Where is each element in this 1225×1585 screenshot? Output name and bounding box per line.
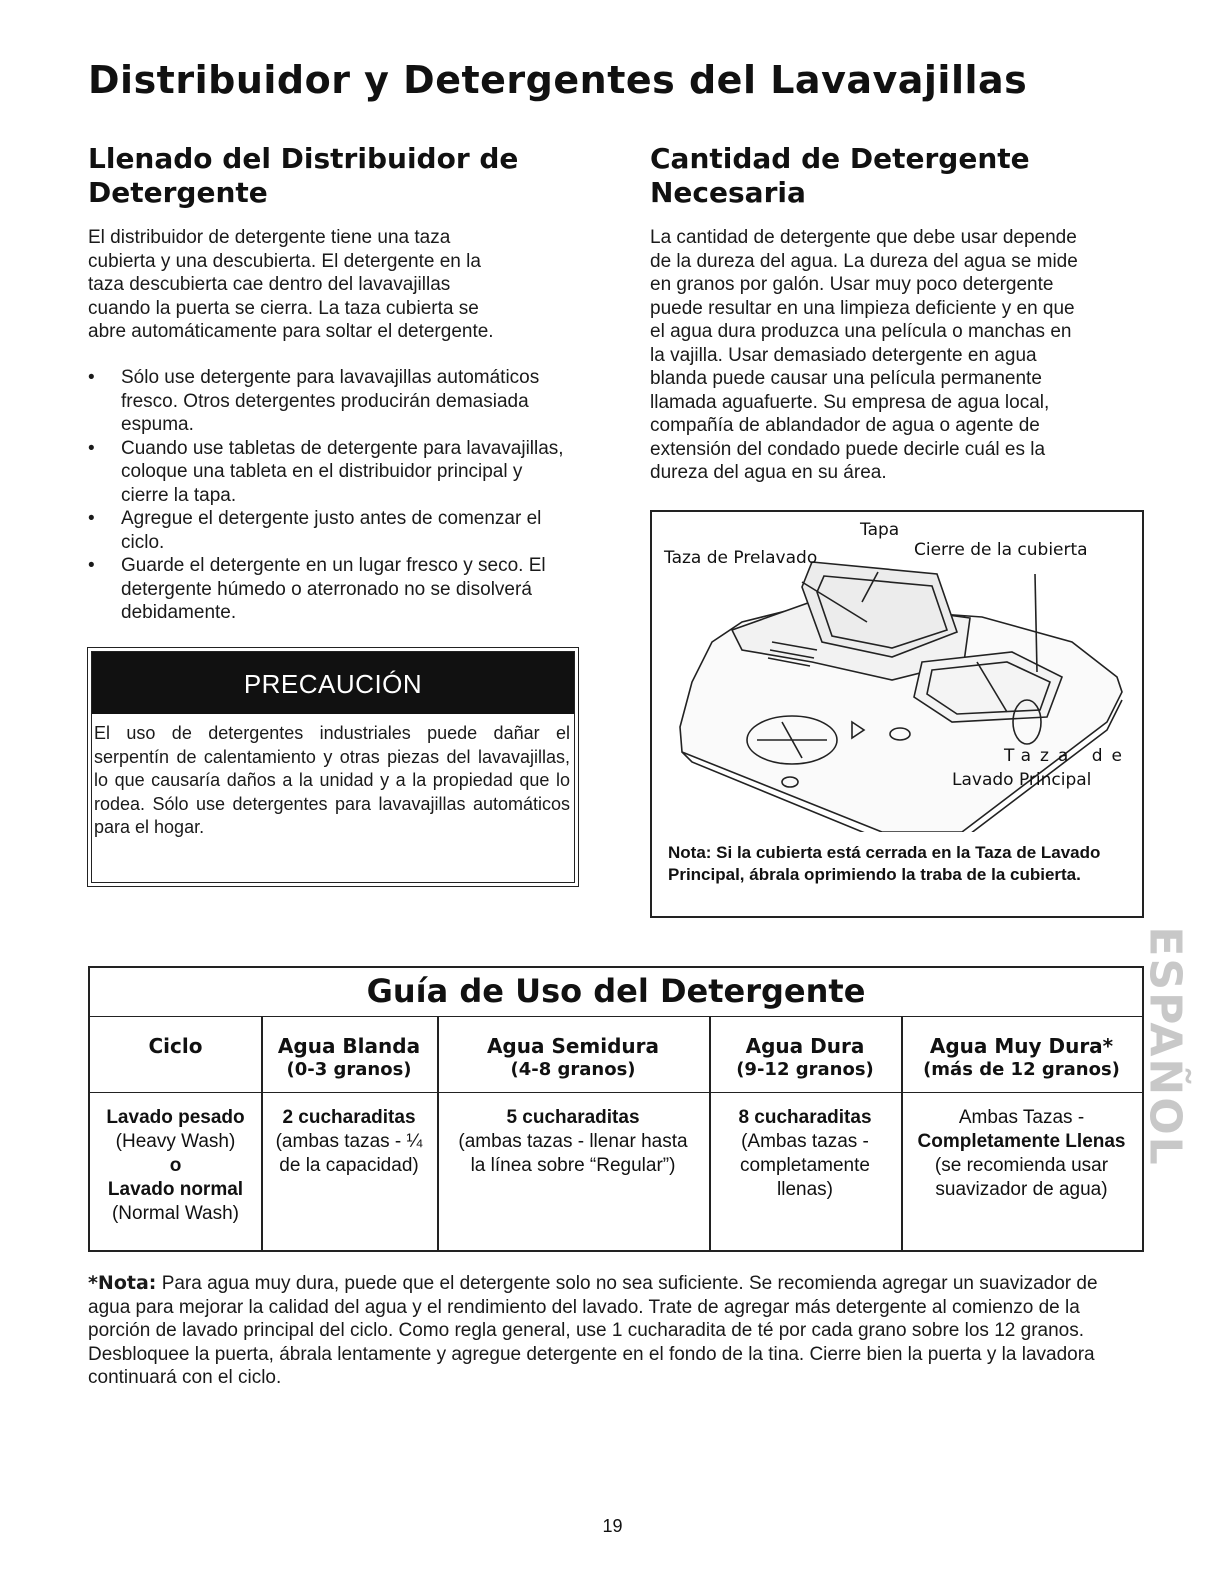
body-line: blanda puede causar una película permanente <box>650 368 1042 389</box>
intro-line: cubierta y una descubierta. El detergente en la <box>88 250 481 272</box>
label-prewash-cup: Taza de Prelavado <box>664 548 818 568</box>
caution-box <box>87 647 579 887</box>
header-main: Agua Blanda <box>277 1034 421 1058</box>
cycle-normal-en: (Normal Wash) <box>111 1203 240 1224</box>
very-hard-amount: Completamente Llenas <box>917 1131 1126 1152</box>
heading-line-1: Cantidad de Detergente <box>650 142 1030 175</box>
semi-note: (ambas tazas - llenar hasta <box>458 1131 688 1152</box>
guide-title: Guía de Uso del Detergente <box>366 972 866 1010</box>
very-hard-note: (se recomienda usar <box>934 1155 1109 1176</box>
language-tab-label: ESPAÑOL <box>1139 925 1191 1167</box>
list-item-text: Guarde el detergente en un lugar fresco y seco. El detergente húmedo o aterronado no se disolverá debidamente. <box>121 555 546 623</box>
cycle-heavy: Lavado pesado <box>106 1107 245 1128</box>
intro-line: taza descubierta cae dentro del lavavajillas <box>88 274 451 295</box>
cycle-or: o <box>169 1155 182 1176</box>
body-line: la vajilla. Usar demasiado detergente en agua <box>650 344 1037 366</box>
list-item <box>88 507 568 554</box>
very-hard-water-cell <box>901 1106 1142 1202</box>
fill-dispenser-heading <box>88 142 518 210</box>
list-item-text: Agregue el detergente justo antes de comenzar el ciclo. <box>121 508 542 553</box>
list-item-text: Cuando use tabletas de detergente para lavavajillas, coloque una tableta en el distribuidor principal y cierre la tapa. <box>121 437 564 506</box>
heading-line-2: Detergente <box>88 176 268 209</box>
hard-note: llenas) <box>777 1179 833 1200</box>
caution-text: El uso de detergentes industriales puede dañar el serpentín de calentamiento y otras piezas del lavavajillas, lo que causaría daños a la unidad y a la propiedad que lo rodea. Sólo use detergentes para lavavajillas automáticos para el hogar. <box>94 723 570 837</box>
semi-note: la línea sobre “Regular”) <box>470 1155 676 1176</box>
hard-amount: 8 cucharaditas <box>738 1107 872 1128</box>
header-sub: (más de 12 granos) <box>923 1059 1120 1080</box>
soft-water-cell <box>261 1106 437 1178</box>
body-line: compañía de ablandador de agua o agente de <box>650 415 1040 436</box>
title-divider <box>90 1016 1142 1017</box>
bullet-icon: • <box>88 367 95 388</box>
intro-line: cuando la puerta se cierra. La taza cubierta se <box>88 297 479 319</box>
intro-line: El distribuidor de detergente tiene una taza <box>88 227 451 248</box>
hard-note: (Ambas tazas - <box>741 1131 869 1152</box>
figure-note: Nota: Si la cubierta está cerrada en la Taza de Lavado Principal, ábrala oprimiendo la traba de la cubierta. <box>668 843 1101 884</box>
body-line: La cantidad de detergente que debe usar depende <box>650 227 1077 248</box>
cycle-normal: Lavado normal <box>107 1179 244 1200</box>
caution-title: PRECAUCIÓN <box>92 652 574 714</box>
intro-line: abre automáticamente para soltar el detergente. <box>88 321 494 342</box>
footnote <box>88 1272 1138 1390</box>
list-item <box>88 437 568 508</box>
header-sub: (4-8 granos) <box>510 1059 636 1080</box>
header-cycle: Ciclo <box>148 1034 203 1058</box>
header-sub: (0-3 granos) <box>286 1059 412 1080</box>
detergent-amount-text <box>650 226 1140 485</box>
footnote-text: Para agua muy dura, puede que el detergente solo no sea suficiente. Se recomienda agregar un suavizador de agua para mejorar la calidad del agua y el rendimiento del lavado. Trate de agregar más detergente al comienzo de la porción de lavado principal del ciclo. Como regla general, use 1 cucharadita de té por cada grano sobre los 12 granos. Desbloquee la puerta, ábrala lentamente y agregue detergente en el fondo de la tina. Cierre bien la puerta y la lavadora continuará con el ciclo. <box>88 1273 1098 1388</box>
label-main-cup-line2: Lavado Principal <box>952 770 1092 790</box>
soft-note: (ambas tazas - ¼ <box>275 1131 423 1152</box>
header-soft-water <box>261 1034 437 1082</box>
heading-line-1: Llenado del Distribuidor de <box>88 142 519 175</box>
footnote-label: *Nota: <box>88 1272 157 1294</box>
body-line: extensión del condado puede decirle cuál es la <box>650 438 1046 460</box>
body-line: el agua dura produzca una película o manchas en <box>650 321 1072 342</box>
label-lid: Tapa <box>860 520 900 540</box>
header-hard-water <box>709 1034 901 1082</box>
body-line: de la dureza del agua. La dureza del agua se mide <box>650 250 1078 272</box>
semi-amount: 5 cucharaditas <box>506 1107 640 1128</box>
body-line: dureza del agua en su área. <box>650 462 887 483</box>
semi-hard-water-cell <box>437 1106 709 1178</box>
label-cover-latch: Cierre de la cubierta <box>914 540 1088 560</box>
soft-amount: 2 cucharaditas <box>282 1107 416 1128</box>
header-sub: (9-12 granos) <box>736 1059 874 1080</box>
body-line: en granos por galón. Usar muy poco detergente <box>650 274 1054 295</box>
list-item <box>88 554 568 625</box>
header-very-hard-water <box>901 1034 1142 1082</box>
page-title: Distribuidor y Detergentes del Lavavajillas <box>88 58 1028 102</box>
header-main: Agua Muy Dura* <box>929 1034 1114 1058</box>
header-main: Agua Semidura <box>486 1034 660 1058</box>
cycle-heavy-en: (Heavy Wash) <box>115 1131 236 1152</box>
bullet-icon: • <box>88 508 95 529</box>
dispenser-intro <box>88 226 568 344</box>
header-main: Agua Dura <box>745 1034 865 1058</box>
bullet-icon: • <box>88 437 95 459</box>
caution-frame <box>91 651 575 883</box>
bullet-icon: • <box>88 555 95 576</box>
page-number: 19 <box>602 1516 623 1536</box>
body-line: puede resultar en una limpieza deficiente y en que <box>650 297 1075 319</box>
body-line: llamada aguafuerte. Su empresa de agua local, <box>650 391 1050 413</box>
hard-water-cell <box>709 1106 901 1202</box>
hard-note: completamente <box>740 1155 870 1176</box>
dispenser-figure <box>650 510 1144 918</box>
list-item <box>88 366 568 437</box>
dispenser-tips-list <box>88 366 568 625</box>
detergent-guide-table <box>88 966 1144 1252</box>
list-item-text: Sólo use detergente para lavavajillas automáticos fresco. Otros detergentes producirán demasiada espuma. <box>121 367 540 435</box>
language-tab <box>1140 926 1190 1166</box>
soft-note: de la capacidad) <box>279 1155 419 1176</box>
detergent-amount-heading <box>650 142 1030 210</box>
header-semi-hard-water <box>437 1034 709 1082</box>
label-main-cup-line1: Taza de <box>1004 746 1131 766</box>
heading-line-2: Necesaria <box>650 176 806 209</box>
very-hard-line: Ambas Tazas - <box>958 1107 1085 1128</box>
header-divider <box>90 1092 1142 1093</box>
cycle-cell <box>90 1106 261 1226</box>
very-hard-note: suavizador de agua) <box>935 1179 1108 1200</box>
